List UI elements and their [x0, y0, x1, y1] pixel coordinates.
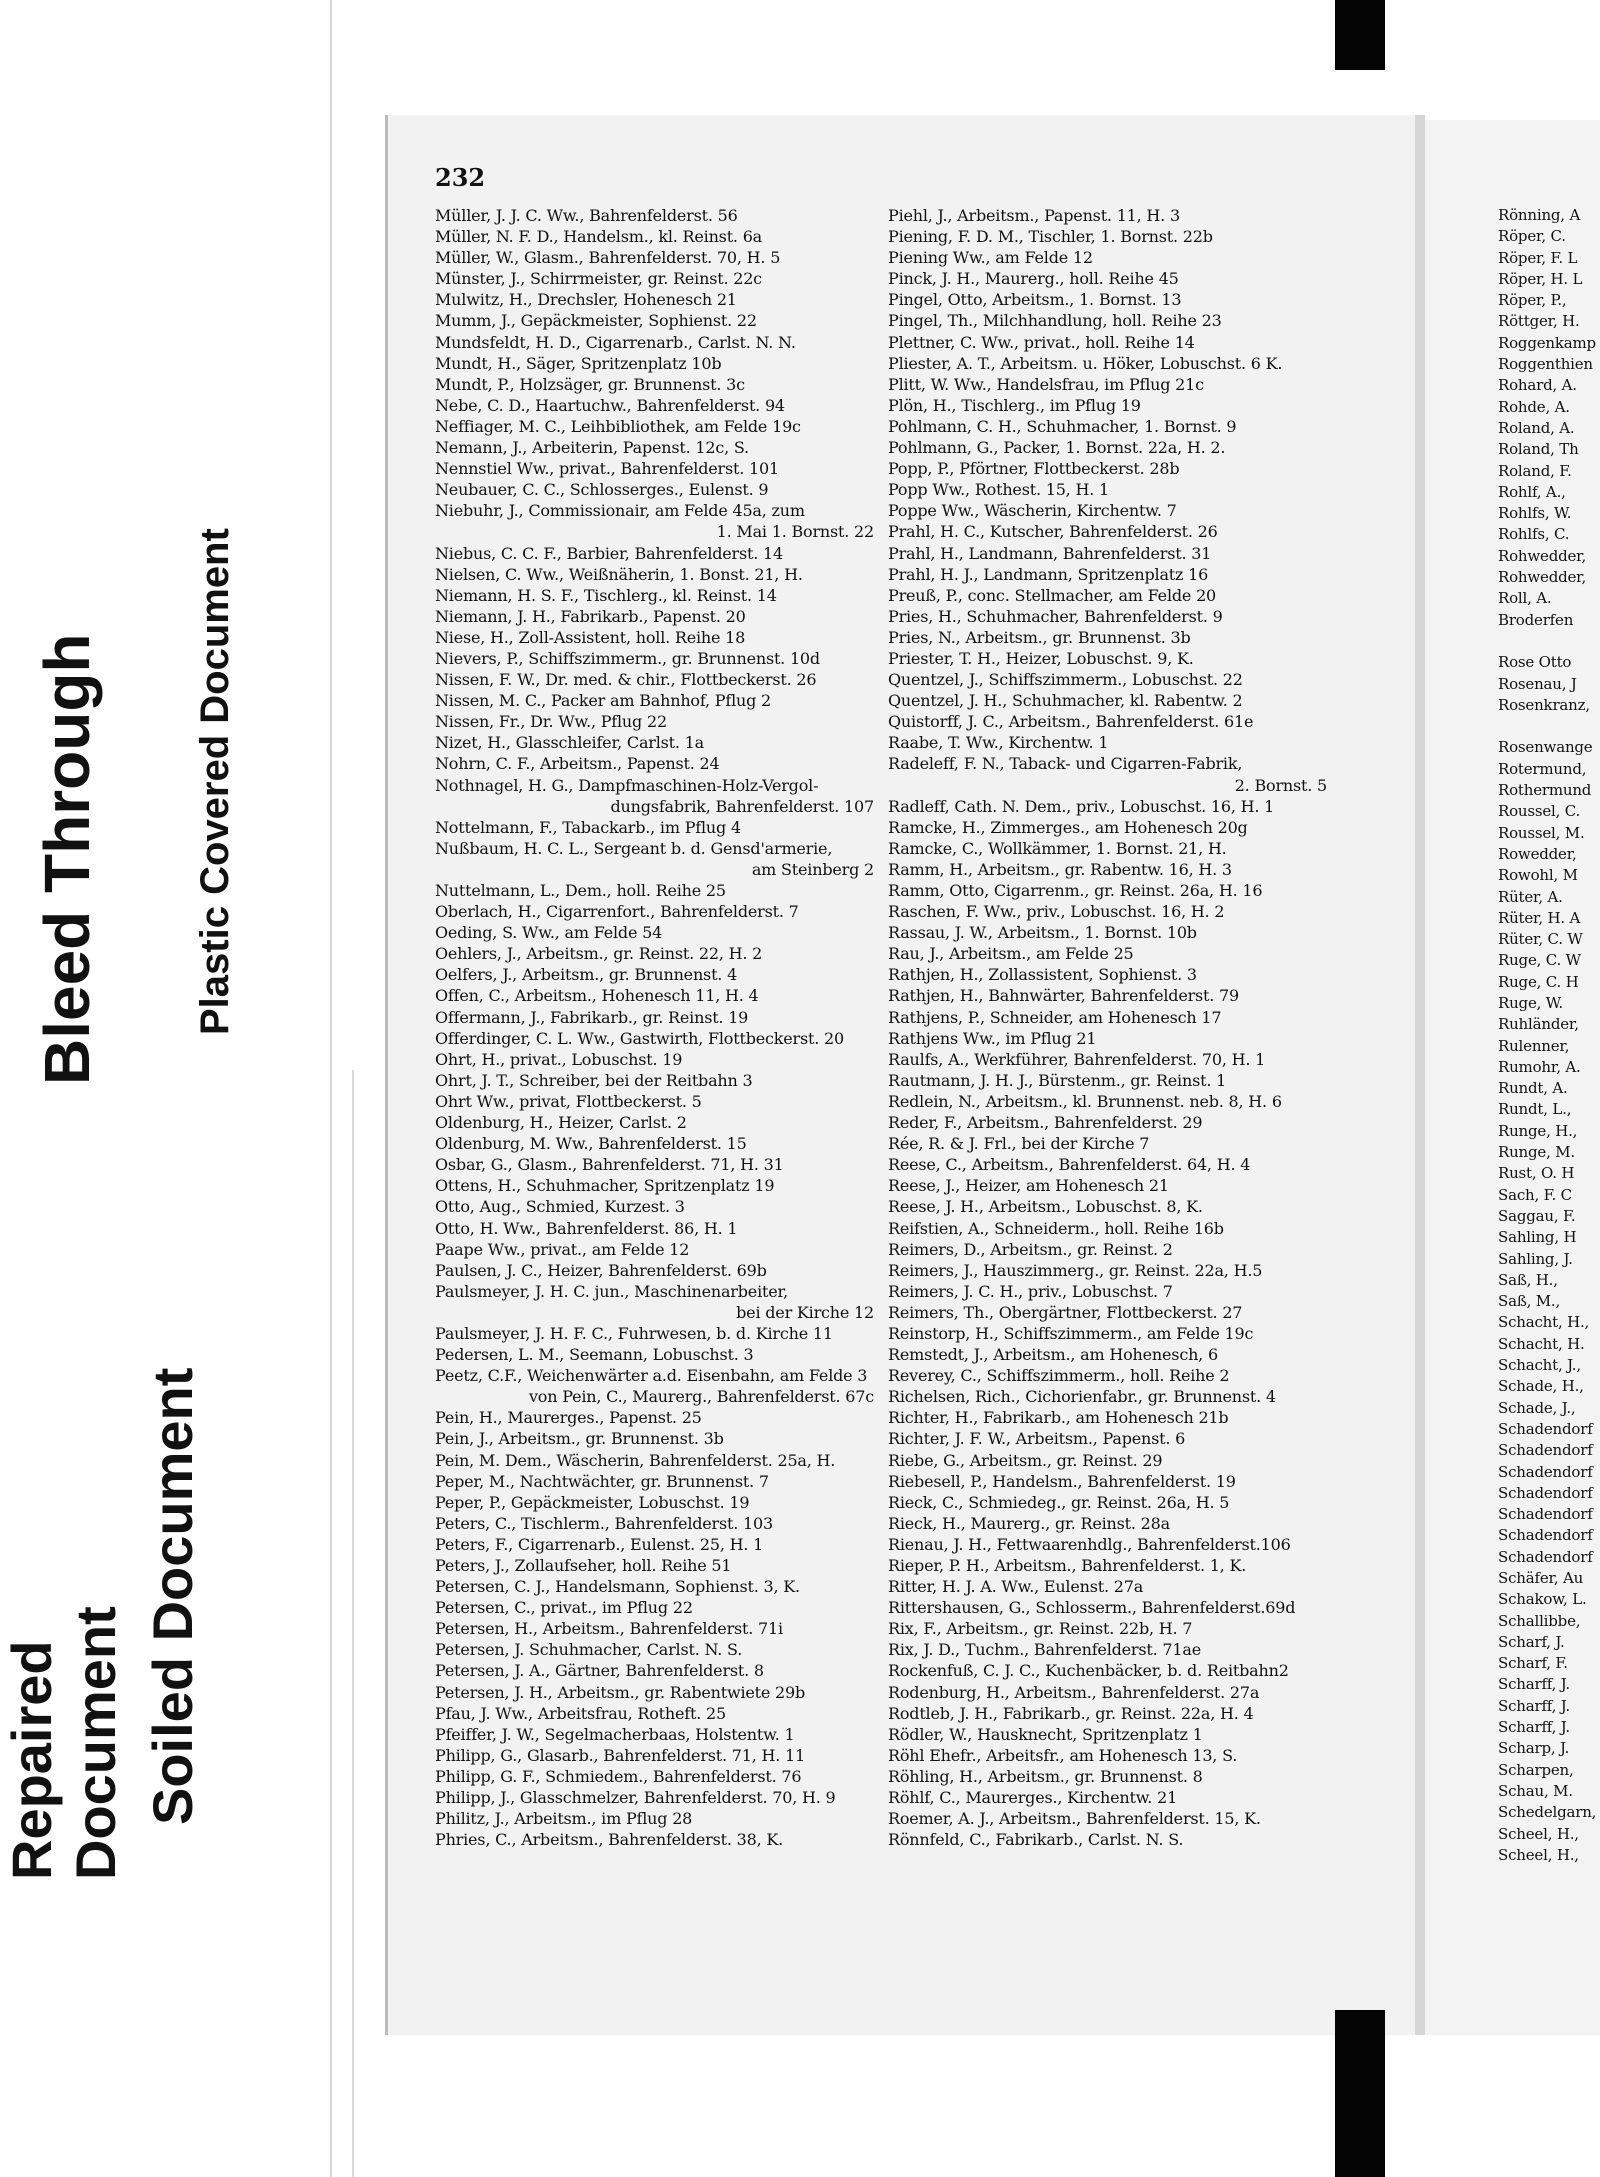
directory-entry: Mundt, H., Säger, Spritzenplatz 10b — [435, 353, 722, 373]
directory-entry: Offen, C., Arbeitsm., Hohenesch 11, H. 4 — [435, 986, 759, 1006]
directory-entry: Petersen, C. J., Handelsmann, Sophienst. 3, K. — [435, 1577, 800, 1597]
directory-entry: Schadendorf — [1498, 1505, 1593, 1524]
directory-entry: Reimers, J. C. H., priv., Lobuschst. 7 — [888, 1281, 1173, 1301]
directory-entry: Nissen, M. C., Packer am Bahnhof, Pflug 2 — [435, 691, 771, 711]
directory-entry — [1498, 716, 1600, 737]
directory-entry: Roemer, A. J., Arbeitsm., Bahrenfelderst. 15, K. — [888, 1809, 1261, 1829]
directory-entry: Schacht, H. — [1498, 1334, 1585, 1353]
directory-entry: Pfeiffer, J. W., Segelmacherbaas, Holstentw. 1 — [435, 1724, 795, 1744]
left-column — [435, 205, 880, 1850]
directory-entry: Roussel, M. — [1498, 823, 1585, 842]
directory-entry: Philipp, J., Glasschmelzer, Bahrenfelderst. 70, H. 9 — [435, 1788, 836, 1808]
directory-entry: Rohlfs, C. — [1498, 525, 1570, 544]
directory-entry: Paulsmeyer, J. H. F. C., Fuhrwesen, b. d. Kirche 11 — [435, 1323, 833, 1343]
directory-entry: Rumohr, A. — [1498, 1057, 1581, 1076]
directory-entry: Schadendorf — [1498, 1526, 1593, 1545]
directory-entry: Pohlmann, G., Packer, 1. Bornst. 22a, H. 2. — [888, 438, 1226, 458]
directory-entry: Reese, J., Heizer, am Hohenesch 21 — [888, 1176, 1169, 1196]
directory-entry: Nennstiel Ww., privat., Bahrenfelderst. 101 — [435, 459, 779, 479]
directory-entry: Mundt, P., Holzsäger, gr. Brunnenst. 3c — [435, 374, 745, 394]
directory-entry: Rundt, A. — [1498, 1079, 1568, 1098]
directory-entry: Rohwedder, — [1498, 546, 1587, 565]
directory-entry: Oldenburg, H., Heizer, Carlst. 2 — [435, 1113, 687, 1133]
directory-entry: Reinstorp, H., Schiffszimmerm., am Felde 19c — [888, 1323, 1254, 1343]
directory-entry: Pein, M. Dem., Wäscherin, Bahrenfelderst. 25a, H. — [435, 1450, 836, 1470]
directory-entry: Remstedt, J., Arbeitsm., am Hohenesch, 6 — [888, 1345, 1218, 1365]
directory-entry: Ramcke, C., Wollkämmer, 1. Bornst. 21, H. — [888, 838, 1227, 858]
directory-entry: Rüter, C. W — [1498, 930, 1583, 949]
directory-entry: Niebus, C. C. F., Barbier, Bahrenfelderst. 14 — [435, 543, 783, 563]
directory-entry: Rohwedder, — [1498, 568, 1587, 587]
directory-entry: Quentzel, J., Schiffszimmerm., Lobuschst. 22 — [888, 670, 1243, 690]
directory-entry: Münster, J., Schirrmeister, gr. Reinst. 22c — [435, 269, 762, 289]
directory-entry: Popp Ww., Rothest. 15, H. 1 — [888, 480, 1109, 500]
directory-entry: Philipp, G. F., Schmiedem., Bahrenfelderst. 76 — [435, 1766, 802, 1786]
directory-entry: Rathjens, P., Schneider, am Hohenesch 17 — [888, 1007, 1222, 1027]
directory-entry: Roland, Th — [1498, 440, 1579, 459]
directory-entry: Ruge, W. — [1498, 993, 1563, 1012]
directory-entry: Reese, J. H., Arbeitsm., Lobuschst. 8, K. — [888, 1197, 1203, 1217]
directory-entry: Rosenwange — [1498, 738, 1593, 757]
directory-entry: Prahl, H. C., Kutscher, Bahrenfelderst. 26 — [888, 522, 1218, 542]
directory-entry: Rodenburg, H., Arbeitsm., Bahrenfelderst. 27a — [888, 1682, 1260, 1702]
directory-entry: Schacht, J., — [1498, 1356, 1581, 1375]
repaired-document-label — [0, 1460, 129, 1880]
directory-entry: Rotermund, — [1498, 759, 1587, 778]
directory-entry: Offerdinger, C. L. Ww., Gastwirth, Flottbeckerst. 20 — [435, 1028, 844, 1048]
directory-entry: Phries, C., Arbeitsm., Bahrenfelderst. 38, K. — [435, 1830, 783, 1850]
directory-entry: Rust, O. H — [1498, 1164, 1575, 1183]
directory-entry: Philitz, J., Arbeitsm., im Pflug 28 — [435, 1809, 693, 1829]
directory-entry: Pein, J., Arbeitsm., gr. Brunnenst. 3b — [435, 1429, 724, 1449]
directory-entry: Nizet, H., Glasschleifer, Carlst. 1a — [435, 733, 704, 753]
directory-entry: Niebuhr, J., Commissionair, am Felde 45a, zum — [435, 501, 805, 521]
directory-entry: Otto, Aug., Schmied, Kurzest. 3 — [435, 1197, 685, 1217]
directory-entry: Röhl Ehefr., Arbeitsfr., am Hohenesch 13, S. — [888, 1745, 1238, 1765]
directory-entry: Rix, J. D., Tuchm., Bahrenfelderst. 71ae — [888, 1640, 1201, 1660]
directory-entry: Saggau, F. — [1498, 1206, 1576, 1225]
directory-entry: Oehlers, J., Arbeitsm., gr. Reinst. 22, H. 2 — [435, 944, 763, 964]
directory-entry: Radeleff, F. N., Taback- und Cigarren-Fabrik, — [888, 754, 1243, 774]
directory-entry: Schadendorf — [1498, 1483, 1593, 1502]
directory-entry: Riebe, G., Arbeitsm., gr. Reinst. 29 — [888, 1450, 1163, 1470]
directory-entry: Schadendorf — [1498, 1441, 1593, 1460]
directory-entry: Reifstien, A., Schneiderm., holl. Reihe 16b — [888, 1218, 1224, 1238]
directory-entry: Nissen, Fr., Dr. Ww., Pflug 22 — [435, 712, 667, 732]
directory-entry: Scheel, H., — [1498, 1824, 1579, 1843]
directory-entry: Pries, N., Arbeitsm., gr. Brunnenst. 3b — [888, 627, 1191, 647]
directory-entry: Oldenburg, M. Ww., Bahrenfelderst. 15 — [435, 1134, 747, 1154]
directory-entry: Petersen, H., Arbeitsm., Bahrenfelderst. 71i — [435, 1619, 783, 1639]
directory-entry: Nottelmann, F., Tabackarb., im Pflug 4 — [435, 817, 741, 837]
directory-entry: Priester, T. H., Heizer, Lobuschst. 9, K. — [888, 648, 1194, 668]
directory-entry: Schäfer, Au — [1498, 1569, 1584, 1587]
directory-entry: Rönning, A — [1498, 206, 1581, 224]
directory-entry: Nothnagel, H. G., Dampfmaschinen-Holz-Vergol- — [435, 775, 819, 795]
directory-entry: Piehl, J., Arbeitsm., Papenst. 11, H. 3 — [888, 206, 1180, 225]
directory-entry: Oeding, S. Ww., am Felde 54 — [435, 923, 663, 943]
directory-entry: Schacht, H., — [1498, 1313, 1590, 1332]
directory-entry: Offermann, J., Fabrikarb., gr. Reinst. 19 — [435, 1007, 749, 1027]
directory-entry: Rüter, H. A — [1498, 908, 1581, 927]
directory-entry: Pries, H., Schuhmacher, Bahrenfelderst. 9 — [888, 606, 1223, 626]
directory-entry: Sahling, H — [1498, 1228, 1577, 1247]
directory-entry: Rohlfs, W. — [1498, 504, 1572, 523]
right-column — [888, 205, 1333, 1850]
directory-entry: Reder, F., Arbeitsm., Bahrenfelderst. 29 — [888, 1113, 1203, 1133]
directory-entry: Rieck, C., Schmiedeg., gr. Reinst. 26a, H. 5 — [888, 1492, 1230, 1512]
directory-entry: Paulsmeyer, J. H. C. jun., Maschinenarbeiter, — [435, 1281, 789, 1301]
directory-entry: dungsfabrik, Bahrenfelderst. 107 — [610, 796, 874, 816]
directory-entry: Plitt, W. Ww., Handelsfrau, im Pflug 21c — [888, 374, 1204, 394]
directory-entry: Reimers, J., Hauszimmerg., gr. Reinst. 22a, H.5 — [888, 1260, 1263, 1280]
directory-entry: Quentzel, J. H., Schuhmacher, kl. Rabentw. 2 — [888, 691, 1243, 711]
directory-entry: Niese, H., Zoll-Assistent, holl. Reihe 18 — [435, 627, 746, 647]
directory-entry: Peper, M., Nachtwächter, gr. Brunnenst. 7 — [435, 1471, 769, 1491]
scan-edge-bar — [1335, 2010, 1385, 2177]
directory-entry: Philipp, G., Glasarb., Bahrenfelderst. 71, H. 11 — [435, 1745, 806, 1765]
directory-entry: Rodtleb, J. H., Fabrikarb., gr. Reinst. 22a, H. 4 — [888, 1703, 1254, 1723]
directory-entry: Saß, H., — [1498, 1270, 1558, 1289]
directory-entry: Röper, H. L — [1498, 269, 1583, 288]
directory-entry: Riebesell, P., Handelsm., Bahrenfelderst. 19 — [888, 1471, 1236, 1491]
directory-entry: Rautmann, J. H. J., Bürstenm., gr. Reinst. 1 — [888, 1070, 1227, 1090]
directory-entry: Schade, J., — [1498, 1398, 1576, 1417]
directory-entry: Rassau, J. W., Arbeitsm., 1. Bornst. 10b — [888, 923, 1197, 943]
directory-entry: Röhling, H., Arbeitsm., gr. Brunnenst. 8 — [888, 1766, 1203, 1786]
directory-entry: Röper, P., — [1498, 291, 1567, 310]
directory-entry: Schade, H., — [1498, 1377, 1584, 1396]
directory-entry: Röper, C. — [1498, 227, 1566, 246]
directory-entry: Pinck, J. H., Maurerg., holl. Reihe 45 — [888, 269, 1179, 289]
directory-entry: Rulenner, — [1498, 1036, 1570, 1055]
directory-entry: Sahling, J. — [1498, 1249, 1573, 1268]
directory-entry: Scharff, J. — [1498, 1675, 1570, 1694]
directory-entry: Rathjens Ww., im Pflug 21 — [888, 1028, 1097, 1048]
directory-entry: Preuß, P., conc. Stellmacher, am Felde 20 — [888, 585, 1217, 605]
directory-entry: Ruhländer, — [1498, 1015, 1579, 1034]
directory-entry: Pfau, J. Ww., Arbeitsfrau, Rotheft. 25 — [435, 1703, 726, 1723]
directory-entry: Neubauer, C. C., Schlosserges., Eulenst. 9 — [435, 480, 769, 500]
directory-entry: Broderfen — [1498, 610, 1574, 629]
directory-entry: Nebe, C. D., Haartuchw., Bahrenfelderst. 94 — [435, 395, 785, 415]
directory-entry: Rose Otto — [1498, 653, 1572, 672]
directory-entry: Reverey, C., Schiffszimmerm., holl. Reihe 2 — [888, 1366, 1230, 1386]
directory-entry: Schedelgarn, — [1498, 1803, 1597, 1822]
directory-entry: Schakow, L. — [1498, 1590, 1587, 1609]
directory-entry: Scheel, H., — [1498, 1845, 1579, 1864]
directory-entry: Petersen, J. Schuhmacher, Carlst. N. S. — [435, 1640, 743, 1660]
directory-entry: Osbar, G., Glasm., Bahrenfelderst. 71, H. 31 — [435, 1155, 784, 1175]
directory-entry: Rockenfuß, C. J. C., Kuchenbäcker, b. d. Reitbahn2 — [888, 1661, 1289, 1681]
directory-entry: Pliester, A. T., Arbeitsm. u. Höker, Lobuschst. 6 K. — [888, 353, 1283, 373]
scan-edge-bar — [1335, 0, 1385, 70]
directory-entry: Scharf, F. — [1498, 1654, 1568, 1673]
directory-entry: Rothermund — [1498, 781, 1592, 800]
directory-entry: Petersen, J. A., Gärtner, Bahrenfelderst. 8 — [435, 1661, 764, 1681]
book-spine — [1415, 115, 1425, 2035]
directory-entry: Schadendorf — [1498, 1419, 1593, 1438]
directory-entry: Rieper, P. H., Arbeitsm., Bahrenfelderst. 1, K. — [888, 1556, 1247, 1575]
directory-entry: Radleff, Cath. N. Dem., priv., Lobuschst. 16, H. 1 — [888, 796, 1275, 816]
page-number: 232 — [435, 163, 486, 192]
directory-entry: Rüter, A. — [1498, 887, 1563, 906]
directory-entry: Rix, F., Arbeitsm., gr. Reinst. 22b, H. 7 — [888, 1619, 1193, 1639]
directory-entry: 1. Mai 1. Bornst. 22 — [716, 522, 874, 542]
directory-entry: Rohard, A. — [1498, 376, 1577, 395]
directory-entry: Prahl, H., Landmann, Bahrenfelderst. 31 — [888, 543, 1212, 563]
directory-entry: Ohrt Ww., privat, Flottbeckerst. 5 — [435, 1091, 702, 1111]
directory-entry: Prahl, H. J., Landmann, Spritzenplatz 16 — [888, 564, 1209, 584]
directory-entry: Saß, M., — [1498, 1292, 1561, 1311]
directory-entry: Ramcke, H., Zimmerges., am Hohenesch 20g — [888, 817, 1248, 837]
directory-entry: Schau, M. — [1498, 1781, 1573, 1800]
directory-entry: Rohde, A. — [1498, 397, 1570, 416]
directory-entry: Rienau, J. H., Fettwaarenhdlg., Bahrenfelderst.106 — [888, 1534, 1291, 1554]
directory-entry: Raschen, F. Ww., priv., Lobuschst. 16, H. 2 — [888, 902, 1225, 922]
directory-entry: Rée, R. & J. Frl., bei der Kirche 7 — [888, 1134, 1150, 1154]
directory-entry: Rosenkranz, — [1498, 695, 1590, 714]
directory-entry: Scharf, J. — [1498, 1632, 1565, 1651]
directory-entry: Nemann, J., Arbeiterin, Papenst. 12c, S. — [435, 438, 749, 458]
tab-divider — [330, 0, 332, 2177]
directory-entry — [1498, 631, 1600, 652]
directory-entry: Ohrt, J. T., Schreiber, bei der Reitbahn 3 — [435, 1070, 753, 1090]
directory-entry: Röttger, H. — [1498, 312, 1580, 331]
directory-entry: Plön, H., Tischlerg., im Pflug 19 — [888, 395, 1141, 415]
directory-entry: Roland, A. — [1498, 418, 1575, 437]
directory-entry: Richter, J. F. W., Arbeitsm., Papenst. 6 — [888, 1429, 1186, 1449]
directory-entry: Scharpen, — [1498, 1760, 1574, 1779]
directory-entry: Rittershausen, G., Schlosserm., Bahrenfelderst.69d — [888, 1598, 1296, 1618]
directory-entry: Oberlach, H., Cigarrenfort., Bahrenfelderst. 7 — [435, 902, 799, 922]
directory-entry: Roggenthien — [1498, 355, 1593, 374]
directory-entry: Pingel, Th., Milchhandlung, holl. Reihe 23 — [888, 311, 1222, 331]
directory-entry: Rathjen, H., Zollassistent, Sophienst. 3 — [888, 965, 1197, 985]
directory-entry: Scharp, J. — [1498, 1739, 1570, 1758]
directory-entry: Richter, H., Fabrikarb., am Hohenesch 21b — [888, 1408, 1229, 1428]
directory-entry: Ottens, H., Schuhmacher, Spritzenplatz 19 — [435, 1176, 775, 1196]
directory-entry: bei der Kirche 12 — [736, 1302, 874, 1322]
directory-entry: Rönnfeld, C., Fabrikarb., Carlst. N. S. — [888, 1830, 1184, 1850]
directory-entry: Rohlf, A., — [1498, 482, 1566, 501]
directory-entry: Sach, F. C — [1498, 1185, 1572, 1204]
directory-entry: Pingel, Otto, Arbeitsm., 1. Bornst. 13 — [888, 290, 1182, 310]
directory-entry: Ramm, Otto, Cigarrenm., gr. Reinst. 26a, H. 16 — [888, 881, 1263, 900]
directory-entry: Richelsen, Rich., Cichorienfabr., gr. Brunnenst. 4 — [888, 1387, 1276, 1407]
directory-entry: Raulfs, A., Werkführer, Bahrenfelderst. 70, H. 1 — [888, 1049, 1266, 1069]
directory-entry: Röhlf, C., Maurerges., Kirchentw. 21 — [888, 1788, 1178, 1808]
directory-entry: Nievers, P., Schiffszimmerm., gr. Brunnenst. 10d — [435, 648, 820, 668]
directory-entry: Müller, N. F. D., Handelsm., kl. Reinst. 6a — [435, 227, 763, 247]
directory-entry: am Steinberg 2 — [751, 859, 874, 879]
directory-entry: Poppe Ww., Wäscherin, Kirchentw. 7 — [888, 501, 1177, 521]
directory-entry: Petersen, C., privat., im Pflug 22 — [435, 1598, 693, 1618]
directory-entry: Roll, A. — [1498, 589, 1552, 608]
directory-entry: Peters, C., Tischlerm., Bahrenfelderst. 103 — [435, 1513, 773, 1533]
directory-entry: Runge, M. — [1498, 1143, 1575, 1162]
directory-entry: Scharff, J. — [1498, 1696, 1570, 1715]
directory-entry: Scharff, J. — [1498, 1718, 1570, 1737]
directory-entry: Nuttelmann, L., Dem., holl. Reihe 25 — [435, 881, 726, 900]
directory-entry: Reese, C., Arbeitsm., Bahrenfelderst. 64, H. 4 — [888, 1155, 1251, 1175]
directory-entry: Nielsen, C. Ww., Weißnäherin, 1. Bonst. 21, H. — [435, 564, 803, 584]
directory-entry: Rundt, L., — [1498, 1100, 1572, 1119]
directory-entry: Ohrt, H., privat., Lobuschst. 19 — [435, 1049, 683, 1069]
directory-entry: Müller, W., Glasm., Bahrenfelderst. 70, H. 5 — [435, 248, 781, 268]
directory-entry: Mumm, J., Gepäckmeister, Sophienst. 22 — [435, 311, 757, 331]
directory-entry: Ruge, C. H — [1498, 972, 1579, 991]
directory-entry: Oelfers, J., Arbeitsm., gr. Brunnenst. 4 — [435, 965, 738, 985]
directory-entry: Petersen, J. H., Arbeitsm., gr. Rabentwiete 29b — [435, 1682, 806, 1702]
directory-entry: Redlein, N., Arbeitsm., kl. Brunnenst. neb. 8, H. 6 — [888, 1091, 1282, 1111]
directory-entry: Nissen, F. W., Dr. med. & chir., Flottbeckerst. 26 — [435, 670, 817, 690]
next-page-column — [1498, 205, 1600, 1866]
directory-entry: 2. Bornst. 5 — [1234, 775, 1327, 795]
directory-entry: Roland, F. — [1498, 461, 1572, 480]
directory-entry: Reimers, D., Arbeitsm., gr. Reinst. 2 — [888, 1239, 1173, 1259]
directory-entry: Rathjen, H., Bahnwärter, Bahrenfelderst. 79 — [888, 986, 1240, 1006]
directory-entry: Müller, J. J. C. Ww., Bahrenfelderst. 56 — [435, 206, 738, 225]
directory-entry: Rödler, W., Hausknecht, Spritzenplatz 1 — [888, 1724, 1203, 1744]
directory-entry: Piening, F. D. M., Tischler, 1. Bornst. 22b — [888, 227, 1213, 247]
soiled-document-label: Soiled Document — [141, 1367, 204, 1825]
directory-entry: Rieck, H., Maurerg., gr. Reinst. 28a — [888, 1513, 1170, 1533]
bleed-through-label: Bleed Through — [31, 633, 103, 1085]
directory-entry: Quistorff, J. C., Arbeitsm., Bahrenfelderst. 61e — [888, 712, 1254, 732]
directory-entry: Plettner, C. Ww., privat., holl. Reihe 14 — [888, 332, 1195, 352]
directory-entry: Rosenau, J — [1498, 674, 1577, 693]
repaired-document-text: Repaired Document — [0, 1606, 128, 1880]
directory-entry: Niemann, H. S. F., Tischlerg., kl. Reinst. 14 — [435, 585, 777, 605]
directory-entry: Rowohl, M — [1498, 866, 1578, 885]
directory-entry: Pohlmann, C. H., Schuhmacher, 1. Bornst. 9 — [888, 416, 1237, 436]
directory-entry: Runge, H., — [1498, 1121, 1578, 1140]
directory-entry: Ritter, H. J. A. Ww., Eulenst. 27a — [888, 1577, 1144, 1597]
directory-entry: Peetz, C.F., Weichenwärter a.d. Eisenbahn, am Felde 3 — [435, 1366, 868, 1386]
directory-entry: Schadendorf — [1498, 1547, 1593, 1566]
directory-entry: Peters, J., Zollaufseher, holl. Reihe 51 — [435, 1556, 732, 1575]
directory-entry: Schadendorf — [1498, 1462, 1593, 1481]
plastic-covered-label: Plastic Covered Document — [193, 528, 237, 1035]
tab-divider — [352, 1070, 354, 2177]
directory-entry: Ruge, C. W — [1498, 951, 1581, 970]
directory-entry: Niemann, J. H., Fabrikarb., Papenst. 20 — [435, 606, 746, 626]
directory-entry: Raabe, T. Ww., Kirchentw. 1 — [888, 733, 1109, 753]
directory-entry: Piening Ww., am Felde 12 — [888, 248, 1093, 268]
directory-entry: Reimers, Th., Obergärtner, Flottbeckerst. 27 — [888, 1302, 1243, 1322]
directory-entry: Nußbaum, H. C. L., Sergeant b. d. Gensd'armerie, — [435, 838, 833, 858]
directory-entry: Schallibbe, — [1498, 1611, 1581, 1630]
directory-entry: Röper, F. L — [1498, 248, 1578, 267]
directory-entry: Pein, H., Maurerges., Papenst. 25 — [435, 1408, 702, 1428]
directory-entry: von Pein, C., Maurerg., Bahrenfelderst. 67c — [528, 1387, 874, 1407]
directory-entry: Peters, F., Cigarrenarb., Eulenst. 25, H. 1 — [435, 1534, 764, 1554]
directory-entry: Rau, J., Arbeitsm., am Felde 25 — [888, 944, 1134, 964]
directory-entry: Roggenkamp — [1498, 333, 1596, 352]
directory-entry: Roussel, C. — [1498, 802, 1581, 821]
directory-entry: Nohrn, C. F., Arbeitsm., Papenst. 24 — [435, 754, 720, 774]
directory-entry: Mulwitz, H., Drechsler, Hohenesch 21 — [435, 290, 737, 310]
directory-entry: Paape Ww., privat., am Felde 12 — [435, 1239, 690, 1259]
directory-entry: Mundsfeldt, H. D., Cigarrenarb., Carlst. N. N. — [435, 332, 796, 352]
directory-entry: Neffiager, M. C., Leihbibliothek, am Felde 19c — [435, 416, 801, 436]
directory-entry: Rowedder, — [1498, 844, 1577, 863]
directory-entry: Popp, P., Pförtner, Flottbeckerst. 28b — [888, 459, 1180, 479]
directory-entry: Ramm, H., Arbeitsm., gr. Rabentw. 16, H. 3 — [888, 859, 1232, 879]
directory-entry: Pedersen, L. M., Seemann, Lobuschst. 3 — [435, 1345, 754, 1365]
directory-entry: Peper, P., Gepäckmeister, Lobuschst. 19 — [435, 1492, 750, 1512]
directory-entry: Paulsen, J. C., Heizer, Bahrenfelderst. 69b — [435, 1260, 767, 1280]
directory-entry: Otto, H. Ww., Bahrenfelderst. 86, H. 1 — [435, 1218, 738, 1238]
